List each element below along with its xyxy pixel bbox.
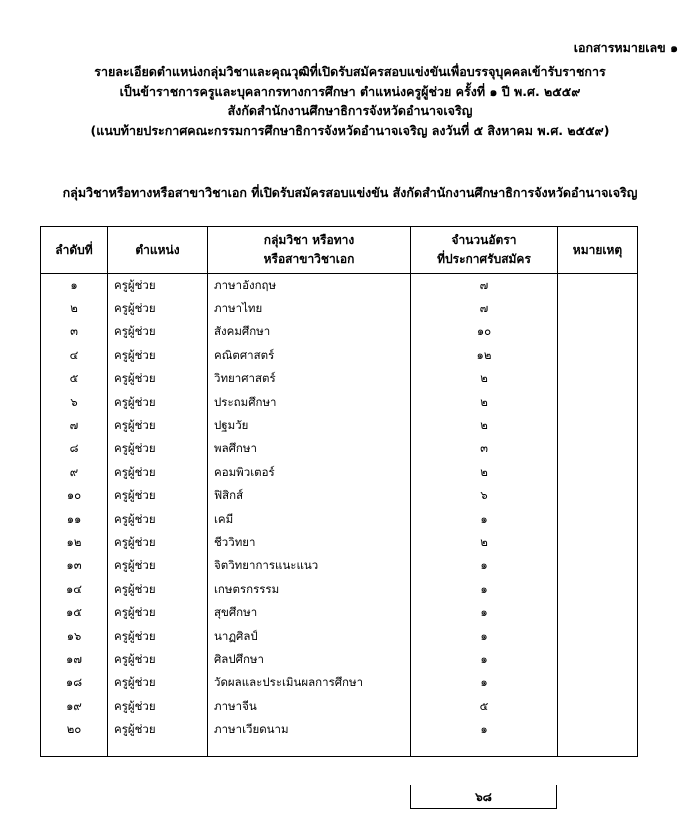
cell-subject: ปฐมวัย <box>208 414 411 437</box>
cell-position: ครูผู้ช่วย <box>108 321 208 344</box>
table-row <box>41 695 638 718</box>
cell-remark <box>558 695 638 718</box>
header-line-4: (แนบท้ายประกาศคณะกรรมการศึกษาธิการจังหวัดอำนาจเจริญ ลงวันที่ ๕ สิงหาคม พ.ศ. ๒๕๕๙) <box>90 122 610 138</box>
column-header-position: ตำแหน่ง <box>108 227 208 274</box>
cell-no: ๑๔ <box>41 578 108 601</box>
table-spacer-row <box>41 742 638 757</box>
cell-subject: ฟิสิกส์ <box>208 485 411 508</box>
cell-subject: เกษตรกรรรม <box>208 578 411 601</box>
cell-remark <box>558 508 638 531</box>
cell-position: ครูผู้ช่วย <box>108 274 208 298</box>
cell-remark <box>558 531 638 554</box>
cell-count: ๒ <box>411 368 558 391</box>
cell-remark <box>558 297 638 320</box>
cell-subject: ภาษาอังกฤษ <box>208 274 411 298</box>
table-row <box>41 531 638 554</box>
cell-subject: คณิตศาสตร์ <box>208 344 411 367</box>
cell-no: ๘ <box>41 438 108 461</box>
table-row <box>41 297 638 320</box>
table-row <box>41 438 638 461</box>
cell-remark <box>558 578 638 601</box>
cell-remark <box>558 648 638 671</box>
cell-position: ครูผู้ช่วย <box>108 578 208 601</box>
table-row <box>41 578 638 601</box>
cell-no: ๑๙ <box>41 695 108 718</box>
spacer-cell <box>411 742 558 757</box>
cell-no: ๑๒ <box>41 531 108 554</box>
cell-count: ๒ <box>411 391 558 414</box>
cell-count: ๑ <box>411 718 558 741</box>
cell-position: ครูผู้ช่วย <box>108 391 208 414</box>
cell-position: ครูผู้ช่วย <box>108 695 208 718</box>
cell-remark <box>558 672 638 695</box>
spacer-cell <box>208 742 411 757</box>
table-row <box>41 461 638 484</box>
cell-position: ครูผู้ช่วย <box>108 297 208 320</box>
cell-no: ๑๓ <box>41 555 108 578</box>
column-header-remark: หมายเหตุ <box>558 227 638 274</box>
cell-position: ครูผู้ช่วย <box>108 461 208 484</box>
cell-count: ๒ <box>411 414 558 437</box>
cell-count: ๕ <box>411 695 558 718</box>
header-line-1: รายละเอียดตำแหน่งกลุ่มวิชาและคุณวุฒิที่เปิดรับสมัครสอบแข่งขันเพื่อบรรจุบุคคลเข้ารับราชการ <box>94 64 606 79</box>
cell-position: ครูผู้ช่วย <box>108 672 208 695</box>
table-row <box>41 274 638 298</box>
cell-subject: ชีววิทยา <box>208 531 411 554</box>
cell-count: ๑ <box>411 625 558 648</box>
cell-position: ครูผู้ช่วย <box>108 531 208 554</box>
cell-remark <box>558 718 638 741</box>
cell-count: ๒ <box>411 461 558 484</box>
table-subtitle: กลุ่มวิชาหรือทางหรือสาขาวิชาเอก ที่เปิดรับสมัครสอบแข่งขัน สังกัดสำนักงานศึกษาธิการจังหวัดอำนาจเจริญ <box>62 185 638 200</box>
cell-remark <box>558 438 638 461</box>
cell-position: ครูผู้ช่วย <box>108 368 208 391</box>
cell-position: ครูผู้ช่วย <box>108 485 208 508</box>
header-line-3: สังกัดสำนักงานศึกษาธิการจังหวัดอำนาจเจริญ <box>227 103 473 118</box>
cell-count: ๖ <box>411 485 558 508</box>
table-row <box>41 485 638 508</box>
cell-position: ครูผู้ช่วย <box>108 718 208 741</box>
cell-count: ๗ <box>411 274 558 298</box>
cell-remark <box>558 274 638 298</box>
cell-count: ๑ <box>411 578 558 601</box>
cell-no: ๗ <box>41 414 108 437</box>
cell-remark <box>558 391 638 414</box>
cell-position: ครูผู้ช่วย <box>108 625 208 648</box>
cell-count: ๑๒ <box>411 344 558 367</box>
table-row <box>41 648 638 671</box>
cell-subject: ศิลปศึกษา <box>208 648 411 671</box>
cell-no: ๒ <box>41 297 108 320</box>
cell-no: ๑ <box>41 274 108 298</box>
cell-position: ครูผู้ช่วย <box>108 344 208 367</box>
cell-subject: ภาษาไทย <box>208 297 411 320</box>
column-header-count-line-2: ที่ประกาศรับสมัคร <box>437 252 531 266</box>
cell-count: ๗ <box>411 297 558 320</box>
cell-subject: ภาษาเวียดนาม <box>208 718 411 741</box>
cell-no: ๓ <box>41 321 108 344</box>
cell-count: ๑ <box>411 672 558 695</box>
cell-remark <box>558 321 638 344</box>
total-count: ๖๘ <box>410 785 557 809</box>
column-header-count-line-1: จำนวนอัตรา <box>451 233 517 247</box>
cell-position: ครูผู้ช่วย <box>108 555 208 578</box>
cell-remark <box>558 344 638 367</box>
table-row <box>41 625 638 648</box>
header-line-2: เป็นข้าราชการครูและบุคลากรทางการศึกษา ตำแหน่งครูผู้ช่วย ครั้งที่ ๑ ปี พ.ศ. ๒๕๕๙ <box>119 83 581 99</box>
cell-subject: ภาษาจีน <box>208 695 411 718</box>
cell-count: ๑ <box>411 555 558 578</box>
document-reference: เอกสารหมายเลข ๑ <box>573 40 678 55</box>
cell-remark <box>558 555 638 578</box>
cell-remark <box>558 414 638 437</box>
positions-table <box>40 226 638 757</box>
table-header-row <box>41 227 638 274</box>
cell-no: ๑๖ <box>41 625 108 648</box>
table-row <box>41 368 638 391</box>
cell-position: ครูผู้ช่วย <box>108 414 208 437</box>
cell-remark <box>558 625 638 648</box>
cell-subject: สุขศึกษา <box>208 601 411 624</box>
cell-remark <box>558 601 638 624</box>
cell-no: ๑๗ <box>41 648 108 671</box>
table-row <box>41 555 638 578</box>
table-row <box>41 391 638 414</box>
cell-subject: คอมพิวเตอร์ <box>208 461 411 484</box>
document-header <box>0 62 700 140</box>
table-body <box>41 274 638 757</box>
cell-count: ๑ <box>411 601 558 624</box>
cell-subject: นาฏศิลป์ <box>208 625 411 648</box>
cell-subject: สังคมศึกษา <box>208 321 411 344</box>
spacer-cell <box>108 742 208 757</box>
cell-no: ๔ <box>41 344 108 367</box>
cell-subject: เคมี <box>208 508 411 531</box>
cell-position: ครูผู้ช่วย <box>108 438 208 461</box>
cell-count: ๑ <box>411 648 558 671</box>
cell-no: ๑๑ <box>41 508 108 531</box>
table-row <box>41 344 638 367</box>
cell-subject: วิทยาศาสตร์ <box>208 368 411 391</box>
cell-position: ครูผู้ช่วย <box>108 648 208 671</box>
table-row <box>41 414 638 437</box>
cell-count: ๑ <box>411 508 558 531</box>
cell-count: ๓ <box>411 438 558 461</box>
spacer-cell <box>41 742 108 757</box>
table-row <box>41 672 638 695</box>
cell-count: ๒ <box>411 531 558 554</box>
table-row <box>41 718 638 741</box>
cell-subject: จิตวิทยาการแนะแนว <box>208 555 411 578</box>
cell-subject: พลศึกษา <box>208 438 411 461</box>
column-header-subject-line-2: หรือสาขาวิชาเอก <box>263 252 355 266</box>
cell-no: ๒๐ <box>41 718 108 741</box>
cell-position: ครูผู้ช่วย <box>108 601 208 624</box>
cell-subject: ประถมศึกษา <box>208 391 411 414</box>
table-row <box>41 601 638 624</box>
cell-remark <box>558 461 638 484</box>
cell-remark <box>558 485 638 508</box>
spacer-cell <box>558 742 638 757</box>
cell-no: ๑๘ <box>41 672 108 695</box>
cell-count: ๑๐ <box>411 321 558 344</box>
cell-position: ครูผู้ช่วย <box>108 508 208 531</box>
cell-no: ๑๐ <box>41 485 108 508</box>
cell-no: ๖ <box>41 391 108 414</box>
table-row <box>41 321 638 344</box>
column-header-subject-line-1: กลุ่มวิชา หรือทาง <box>263 233 355 247</box>
table-row <box>41 508 638 531</box>
cell-no: ๕ <box>41 368 108 391</box>
column-header-subject <box>208 227 411 274</box>
column-header-count <box>411 227 558 274</box>
cell-no: ๙ <box>41 461 108 484</box>
cell-subject: วัดผลและประเมินผลการศึกษา <box>208 672 411 695</box>
cell-no: ๑๕ <box>41 601 108 624</box>
cell-remark <box>558 368 638 391</box>
column-header-no: ลำดับที่ <box>41 227 108 274</box>
